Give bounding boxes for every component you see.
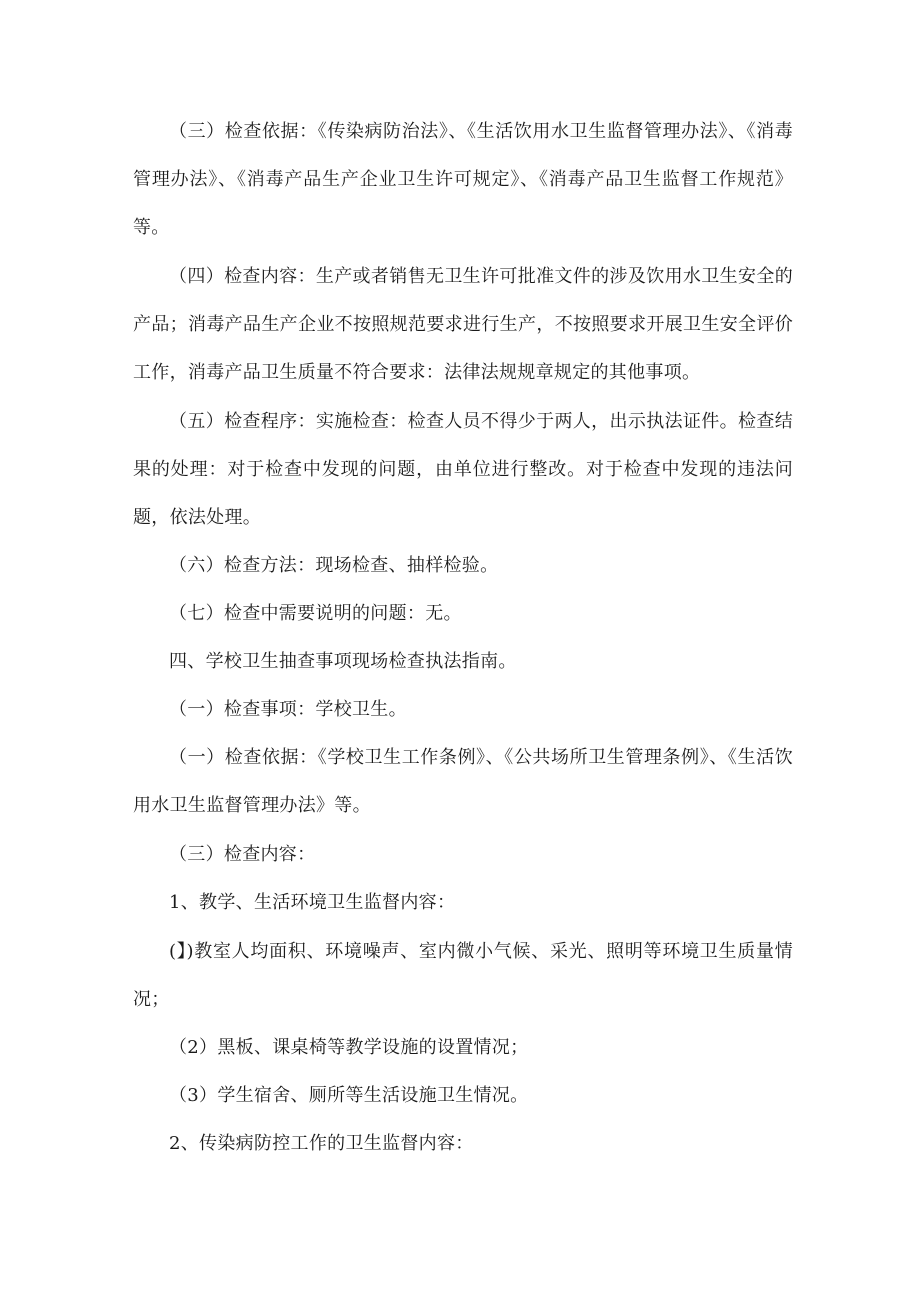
list-item-teaching-facilities: （2）黑板、课桌椅等教学设施的设置情况； xyxy=(169,1037,529,1058)
paragraph-inspection-basis-1: （三）检查依据：《传染病防治法》、《生活饮用水卫生监督管理办法》、《消毒管理办法》、《消毒产品生产企业卫生许可规定》、《消毒产品卫生监督工作规范》等。 xyxy=(133,121,793,238)
paragraph-inspection-content-1: （四）检查内容：生产或者销售无卫生许可批准文件的涉及饮用水卫生安全的产品；消毒产品生产企业不按照规范要求进行生产，不按照要求开展卫生安全评价工作，消毒产品卫生质量不符合要求：法律法规规章规定的其他事项。 xyxy=(133,266,793,383)
paragraph-inspection-method: （六）检查方法：现场检查、抽样检验。 xyxy=(169,555,499,576)
paragraph-inspection-basis-2: （一）检查依据：《学校卫生工作条例》、《公共场所卫生管理条例》、《生活饮用水卫生监督管理办法》等。 xyxy=(133,747,793,816)
paragraph-inspection-content-2: （三）检查内容： xyxy=(169,844,316,865)
section-heading-school-hygiene: 四、学校卫生抽查事项现场检查执法指南。 xyxy=(169,651,517,672)
paragraph-issues-to-explain: （七）检查中需要说明的问题：无。 xyxy=(169,603,462,624)
paragraph-inspection-item: （一）检查事项：学校卫生。 xyxy=(169,699,407,720)
list-item-living-facilities: （3）学生宿舍、厕所等生活设施卫生情况。 xyxy=(169,1085,529,1106)
list-item-classroom-quality: (】)教室人均面积、环境噪声、室内微小气候、采光、照明等环境卫生质量情况； xyxy=(133,941,793,1010)
paragraph-inspection-procedure: （五）检查程序：实施检查：检查人员不得少于两人，出示执法证件。检查结果的处理：对于检查中发现的问题，由单位进行整改。对于检查中发现的违法问题，依法处理。 xyxy=(133,411,793,528)
list-item-teaching-environment: 1、教学、生活环境卫生监督内容： xyxy=(169,892,456,913)
list-item-infectious-disease-control: 2、传染病防控工作的卫生监督内容： xyxy=(169,1133,474,1154)
